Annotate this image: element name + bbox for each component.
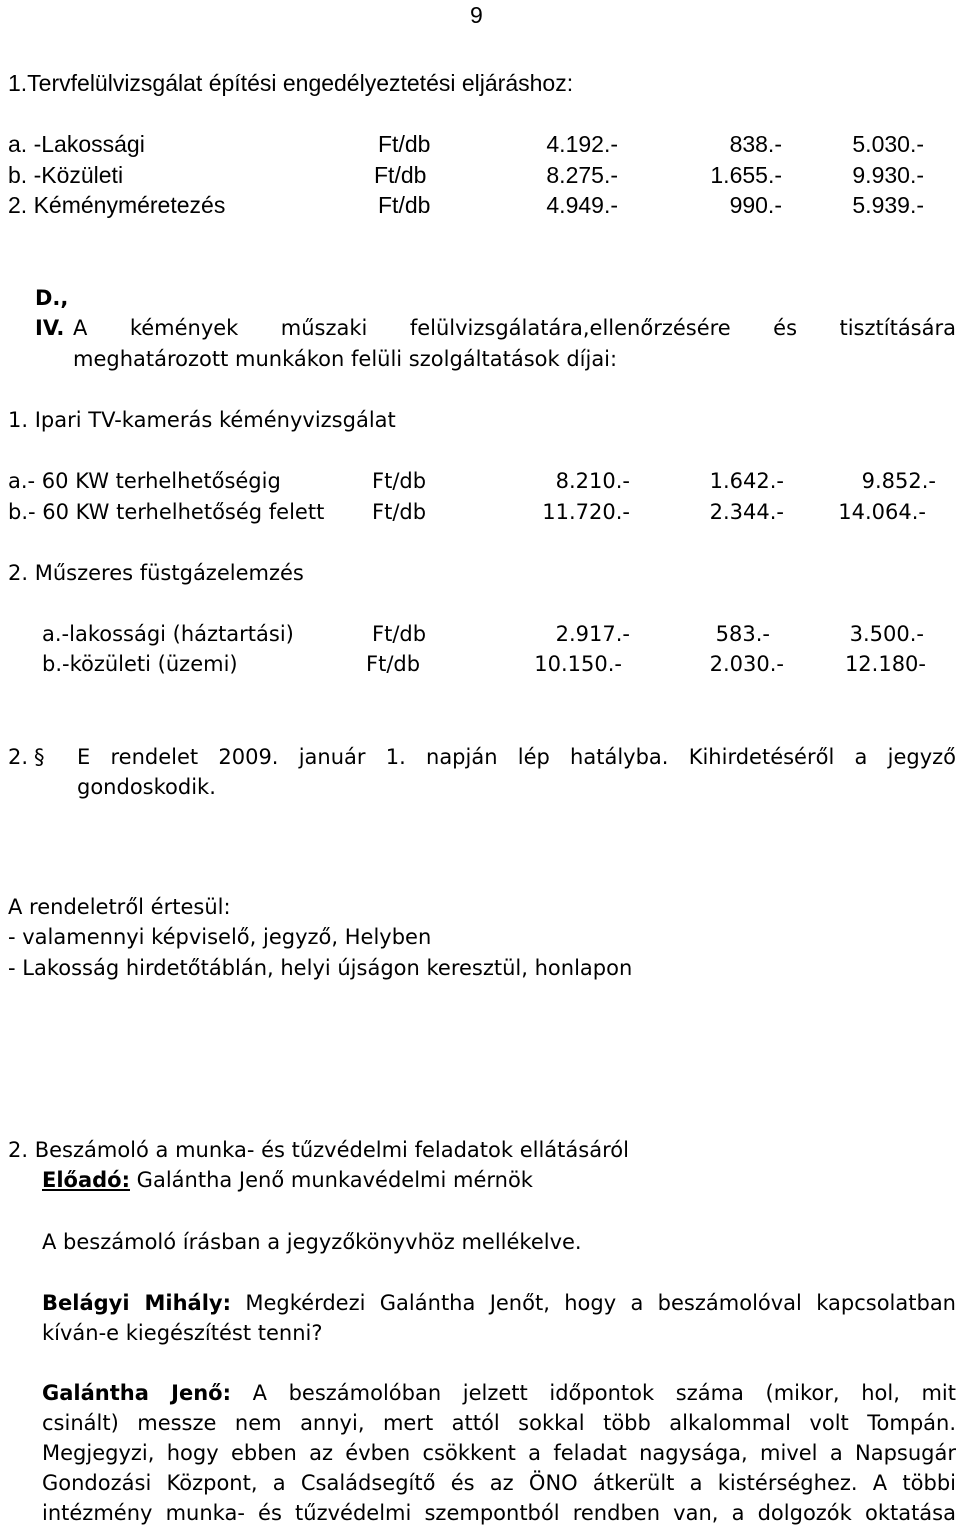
row-unit: Ft/db xyxy=(366,652,421,676)
row-unit: Ft/db xyxy=(374,162,427,188)
row-value-gross: 14.064.- xyxy=(838,500,926,524)
row-value-gross: 9.930.- xyxy=(852,162,924,188)
row-unit: Ft/db xyxy=(372,622,427,646)
row-value-net: 2.917.- xyxy=(555,622,630,646)
row-unit: Ft/db xyxy=(378,131,431,157)
section-title-line: meghatározott munkákon felüli szolgáltatások díjai: xyxy=(73,347,618,371)
subsection-heading: 2. Műszeres füstgázelemzés xyxy=(8,561,304,585)
row-value-vat: 2.344.- xyxy=(709,500,784,524)
row-unit: Ft/db xyxy=(372,469,427,493)
agenda-title: 2. Beszámoló a munka- és tűzvédelmi feladatok ellátásáról xyxy=(8,1138,629,1162)
paragraph-line: gondoskodik. xyxy=(77,775,216,799)
row-value-net: 4.192.- xyxy=(546,131,618,157)
speaker-name: Galántha Jenő: xyxy=(42,1381,231,1405)
question-line: kíván-e kiegészítést tenni? xyxy=(42,1321,323,1345)
row-value-vat: 2.030.- xyxy=(709,652,784,676)
row-value-net: 4.949.- xyxy=(546,192,618,218)
section-label-d: D., xyxy=(35,286,69,310)
row-label: b.-közületi (üzemi) xyxy=(42,652,238,676)
paragraph-number: 2. xyxy=(8,745,29,769)
row-value-gross: 5.939.- xyxy=(852,192,924,218)
row-value-net: 10.150.- xyxy=(534,652,622,676)
row-value-gross: 5.030.- xyxy=(852,131,924,157)
speaker-name: Belágyi Mihály: xyxy=(42,1291,232,1315)
row-value-gross: 9.852.- xyxy=(861,469,936,493)
answer-line: intézmény munka- és tűzvédelmi szempontból rendben van, a dolgozók oktatása xyxy=(42,1501,956,1525)
page-number: 9 xyxy=(470,2,483,28)
section-number-iv: IV. xyxy=(35,316,65,340)
row-value-vat: 990.- xyxy=(729,192,782,218)
paragraph-line: E rendelet 2009. január 1. napján lép hatályba. Kihirdetéséről a jegyző xyxy=(77,745,956,769)
row-label: a.- 60 KW terhelhetőségig xyxy=(8,469,281,493)
section-title-line: A kémények műszaki felülvizsgálatára,ellenőrzésére és tisztítására xyxy=(73,316,956,340)
question-line: Belágyi Mihály: Megkérdezi Galántha Jenőt, hogy a beszámolóval kapcsolatban xyxy=(42,1291,956,1315)
row-value-vat: 838.- xyxy=(729,131,782,157)
row-unit: Ft/db xyxy=(372,500,427,524)
row-value-vat: 583.- xyxy=(715,622,770,646)
notify-title: A rendeletről értesül: xyxy=(8,895,231,919)
row-value-net: 8.275.- xyxy=(546,162,618,188)
row-unit: Ft/db xyxy=(378,192,431,218)
note-text: A beszámoló írásban a jegyzőkönyvhöz mellékelve. xyxy=(42,1230,582,1254)
row-value-net: 8.210.- xyxy=(555,469,630,493)
row-value-gross: 12.180- xyxy=(844,652,926,676)
row-value-vat: 1.642.- xyxy=(709,469,784,493)
answer-line: csinált) messze nem annyi, mert attól sokkal több alkalommal volt Tompán. xyxy=(42,1411,956,1435)
section-heading: 1.Tervfelülvizsgálat építési engedélyeztetési eljáráshoz: xyxy=(8,70,574,96)
row-label: a.-lakossági (háztartási) xyxy=(42,622,294,646)
section-sign: § xyxy=(34,745,45,769)
answer-line: Gondozási Központ, a Családsegítő és az ÖNO átkerült a kistérséghez. A többi xyxy=(42,1471,956,1495)
row-value-vat: 1.655.- xyxy=(710,162,782,188)
row-value-net: 11.720.- xyxy=(542,500,630,524)
row-label: b. -Közületi xyxy=(8,162,124,188)
answer-line: Galántha Jenő: A beszámolóban jelzett időpontok száma (mikor, hol, mit xyxy=(42,1381,957,1405)
row-label: a. -Lakossági xyxy=(8,131,145,157)
row-label: b.- 60 KW terhelhetőség felett xyxy=(8,500,325,524)
presenter-name: Galántha Jenő munkavédelmi mérnök xyxy=(130,1168,533,1192)
presenter-label: Előadó: xyxy=(42,1168,130,1192)
presenter-line xyxy=(42,1165,533,1195)
notify-item: - valamennyi képviselő, jegyző, Helyben xyxy=(8,925,432,949)
notify-item: - Lakosság hirdetőtáblán, helyi újságon keresztül, honlapon xyxy=(8,956,633,980)
answer-line: Megjegyzi, hogy ebben az évben csökkent a feladat nagysága, mivel a Napsugár xyxy=(42,1441,956,1465)
subsection-heading: 1. Ipari TV-kamerás kéményvizsgálat xyxy=(8,408,396,432)
row-value-gross: 3.500.- xyxy=(849,622,924,646)
row-label: 2. Kéményméretezés xyxy=(8,192,226,218)
